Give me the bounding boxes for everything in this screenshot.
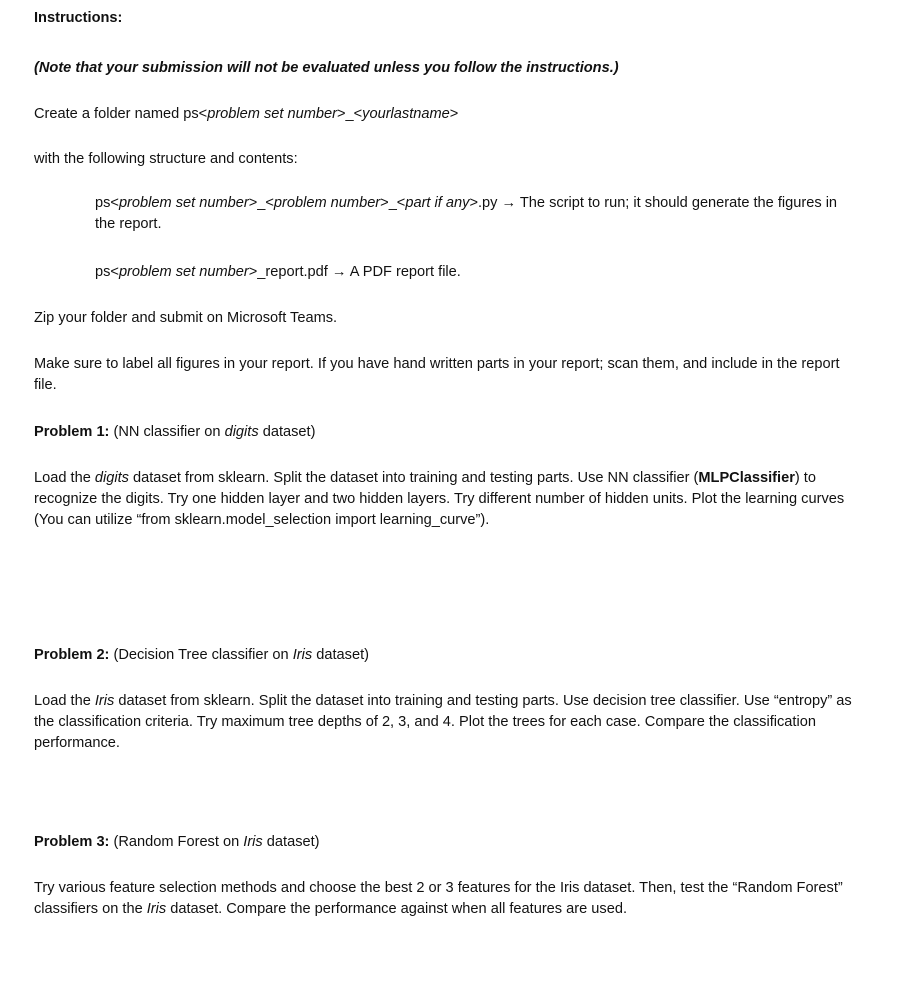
instructions-heading: Instructions: bbox=[34, 10, 123, 26]
report-file-line: ps<problem set number>_report.pdf → A PDF report file. bbox=[95, 264, 461, 280]
label-figures-line: Make sure to label all figures in your report. If you have hand written parts in your report; scan them, and include in the report file. bbox=[34, 356, 840, 393]
zip-line: Zip your folder and submit on Microsoft Teams. bbox=[34, 310, 338, 326]
script-file-line: ps<problem set number>_<problem number>_<part if any>.py → The script to run; it should generate the figures in the report. bbox=[95, 195, 838, 232]
problem2-title: Problem 2: (Decision Tree classifier on Iris dataset) bbox=[34, 647, 369, 663]
problem3-body: Try various feature selection methods and choose the best 2 or 3 features for the Iris dataset. Then, test the “Random Forest” classifiers on the Iris dataset. Compare the performance against when all features are used. bbox=[34, 880, 843, 917]
problem2-body: Load the Iris dataset from sklearn. Split the dataset into training and testing parts. Use decision tree classifier. Use “entropy” as the classification criteria. Try maximum tree depths of 2, 3, and 4. Plot the trees for each case. Compare the classification performance. bbox=[34, 693, 852, 751]
instructions-note: (Note that your submission will not be evaluated unless you follow the instructions.) bbox=[34, 60, 619, 76]
problem1-title: Problem 1: (NN classifier on digits dataset) bbox=[34, 424, 316, 440]
structure-line: with the following structure and contents: bbox=[34, 151, 298, 167]
problem1-body: Load the digits dataset from sklearn. Split the dataset into training and testing parts. Use NN classifier (MLPClassifier) to recognize the digits. Try one hidden layer and two hidden layers. Try different number of hidden units. Plot the learning curves (You can utilize “from sklearn.model_selection import learning_curve”). bbox=[34, 470, 845, 528]
folder-name-line: Create a folder named ps<problem set number>_<yourlastname> bbox=[34, 106, 459, 122]
problem3-title: Problem 3: (Random Forest on Iris dataset) bbox=[34, 834, 320, 850]
